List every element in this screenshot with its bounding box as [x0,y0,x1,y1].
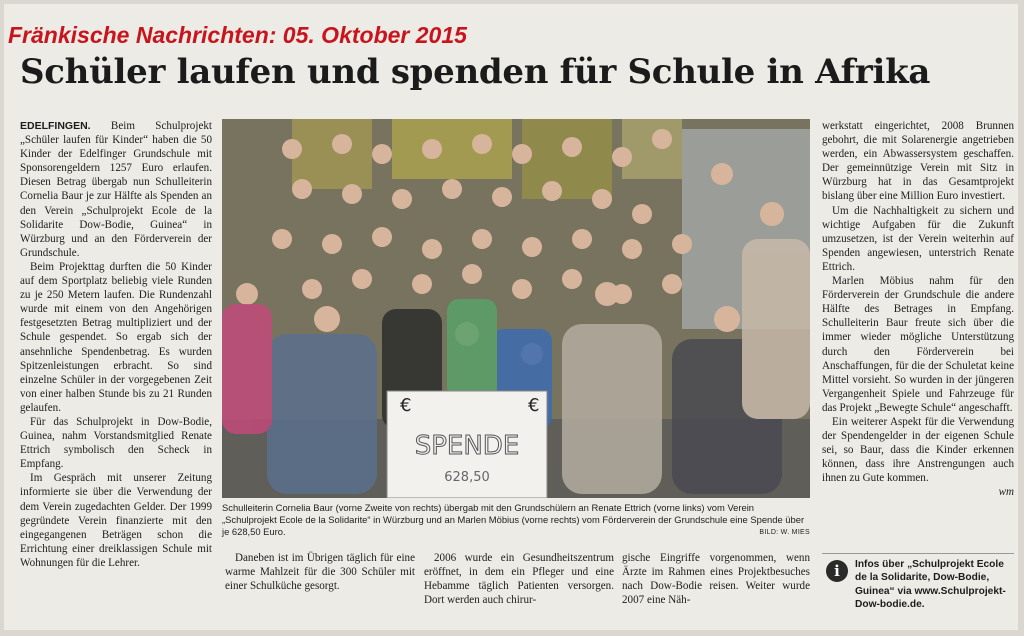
paragraph: Um die Nachhaltigkeit zu sichern und wichtige Aufgaben für die Zukunft umzusetzen, ist der Verein weiterhin auf Spenden angewiesen, unterstrich Renate Ettrich. [822,204,1014,273]
euro-symbol-right: € [528,395,540,416]
source-line: Fränkische Nachrichten: 05. Oktober 2015 [8,22,467,48]
paragraph: Im Gespräch mit unserer Zeitung informierte sie über die Verwendung der dem Verein zugedachten Gelder. Der 1999 gegründete Verein finanzierte mit den eingegangenen Beträgen schon die Errichtung einer dreiklassigen Schule mit Wohnungen für die Lehrer. [20,472,212,569]
donation-sign [387,391,547,498]
headline: Schüler laufen und spenden für Schule in Afrika [20,52,931,92]
article-column-1 [20,119,212,570]
paragraph: Beim Projekttag durften die 50 Kinder auf dem Sportplatz beliebig viele Runden zu je 250 Metern laufen. Die Rundenzahl wurde mit einem von den Angehörigen festgesetzten Betrag multipliziert und der Schule gespendet. So ergab sich der ansehnliche Spendenbetrag. Es wurden Spitzenleistungen erbracht. So sind einzelne Schüler in der vorgegebenen Zeit von einer halben Stunde bis zu 21 Runden gelaufen. [20,260,212,414]
photo-caption: Schulleiterin Cornelia Baur (vorne Zweite von rechts) übergab mit den Grundschülern an Renate Ettrich (vorne links) vom Verein „Schulprojekt Ecole de la Solidarite“ in Würzburg und an Marlen Möbius (vorne rechts) vom Förderverein der Grundschule eine Spende über je 628,50 Euro. BILD: W. MIES [222,502,810,537]
paragraph: werkstatt eingerichtet, 2008 Brunnen gebohrt, die mit Solarenergie angetrieben werden, ein Abwassersystem geschaffen. Der gemeinnützige Verein mit Sitz in Würzburg hat in das Gesamtprojekt bislang über eine Million Euro investiert. [822,120,1014,203]
paragraph: Ein weiterer Aspekt für die Verwendung der Spendengelder in der eigenen Schule sei, so Baur, dass die Kinder erkennen können, dass ihre Anstrengungen auch ihnen zu Gute kommen. [822,415,1014,485]
sign-text: SPENDE [414,431,520,461]
photo-illustration [222,119,810,498]
paragraph: Marlen Möbius nahm für den Förderverein der Grundschule die andere Hälfte des Betrages in Empfang. Schulleiterin Baur freute sich über die immer wieder mögliche Unterstützung durch den Förderverein bei Anschaffungen, für die der Schuletat keine Mittel vorsieht. So wurden in der jüngeren Vergangenheit Spiele und Fahrzeuge für das Projekt „Bewegte Schule“ angeschafft. [822,275,1014,414]
author-signature: wm [998,486,1014,499]
article-column-5 [822,119,1014,500]
paragraph: 2006 wurde ein Gesundheitszentrum eröffnet, in dem ein Pfleger und eine Hebamme täglich Patienten versorgen. Dort werden auch chirur- [424,552,614,607]
article-column-4 [622,551,810,607]
euro-symbol-left: € [400,395,412,416]
paragraph: EDELFINGEN. Beim Schulprojekt „Schüler laufen für Kinder“ haben die 50 Kinder der Edelfinger Grundschule mit Sponsorengeldern 1257 Euro erlaufen. Diesen Betrag übergab nun Schulleiterin Cornelia Baur je zur Hälfte als Spenden an den Verein „Schulprojekt Ecole de la Solidarite Dow-Bodie, Guinea“ in Würzburg und an den Förderverein der Grundschule. [20,120,212,259]
paragraph: gische Eingriffe vorgenommen, wenn Ärzte im Rahmen eines Projektbesuches nach Dow-Bodie reisen. Weiter wurde 2007 eine Näh- [622,552,810,607]
photo-credit: BILD: W. MIES [759,529,810,536]
article-column-3 [424,551,614,607]
info-icon: i [826,560,848,582]
info-box [822,553,1014,624]
sign-amount: 628,50 [444,470,490,485]
paragraph: Daneben ist im Übrigen täglich für eine warme Mahlzeit für die 300 Schüler mit einer Schulküche gesorgt. [225,552,415,593]
group-photo [222,119,810,498]
article-column-2 [225,551,415,593]
paragraph: Für das Schulprojekt in Dow-Bodie, Guinea, nahm Vorstandsmitglied Renate Ettrich symbolisch den Scheck in Empfang. [20,415,212,471]
info-text: Infos über „Schulprojekt Ecole de la Solidarite, Dow-Bodie, Guinea“ via www.Schulprojekt-Dow-bodie.de. [855,559,1006,611]
dateline: EDELFINGEN. [20,120,91,132]
